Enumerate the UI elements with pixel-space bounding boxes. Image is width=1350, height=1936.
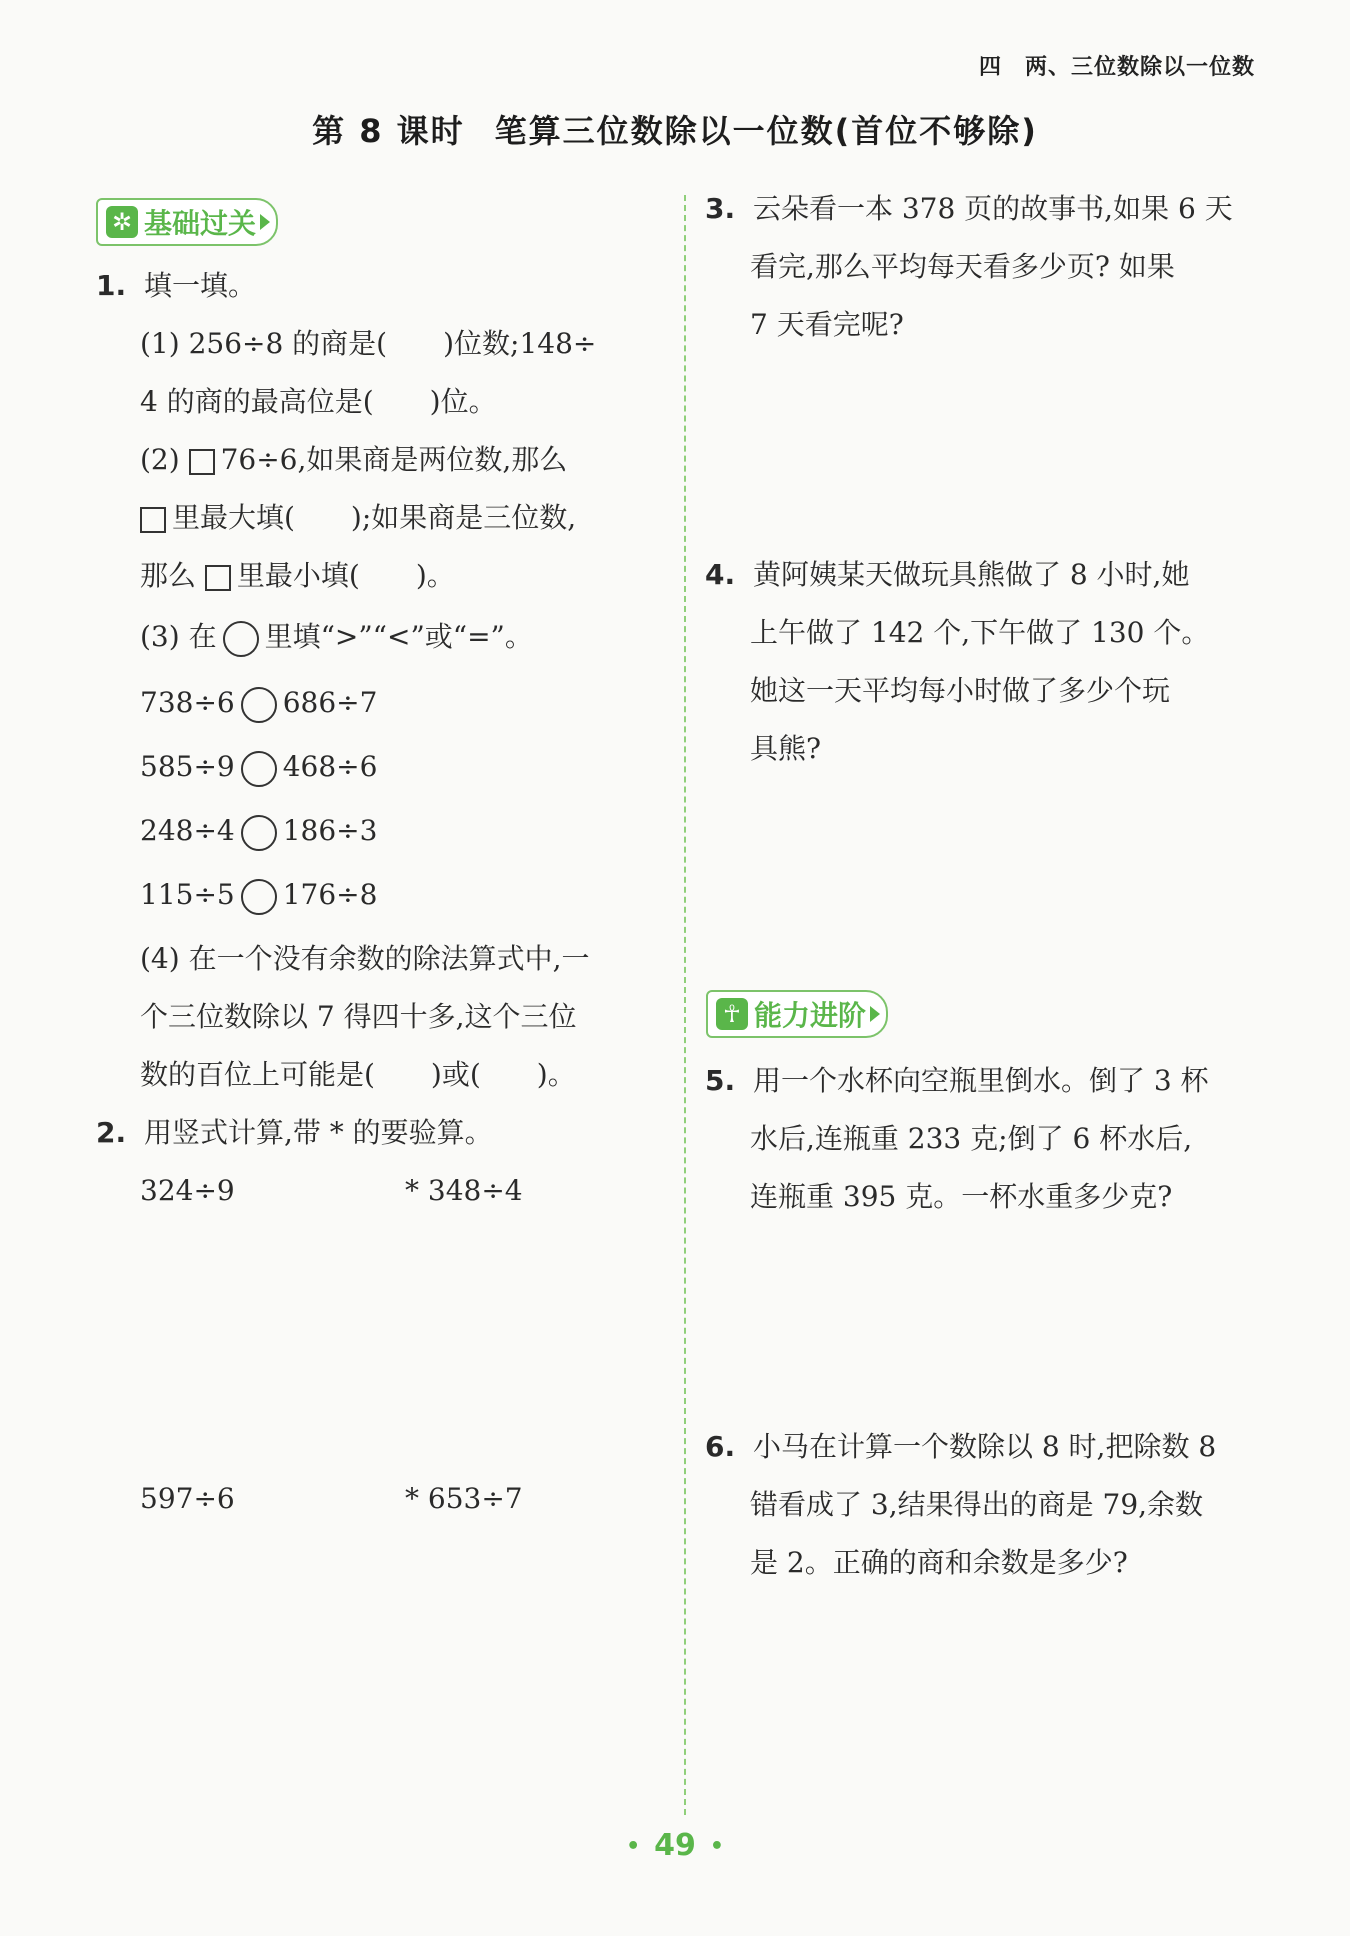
question-number: 6. xyxy=(705,1430,736,1463)
q1-part2-text: 76÷6,如果商是两位数,那么 xyxy=(220,443,568,476)
question-2-title xyxy=(96,1104,493,1162)
question-number: 1. xyxy=(96,269,127,302)
section-label-advanced: 能力进阶 xyxy=(754,999,867,1032)
compare-row xyxy=(140,802,377,860)
q1-part2-text: 那么 xyxy=(140,559,205,592)
compare-circle[interactable] xyxy=(241,879,277,915)
compare-right: 176÷8 xyxy=(282,878,378,911)
question-5-line2: 水后,连瓶重 233 克;倒了 6 杯水后, xyxy=(750,1122,1193,1155)
question-5-line1 xyxy=(705,1052,1209,1110)
bullet-dot: • xyxy=(626,1834,641,1859)
question-3-line3: 7 天看完呢? xyxy=(750,308,904,341)
question-number: 5. xyxy=(705,1064,736,1097)
calc-item: * 348÷4 xyxy=(405,1174,523,1207)
question-3-line2: 看完,那么平均每天看多少页? 如果 xyxy=(750,250,1175,283)
q1-part2-text: 里最大填( );如果商是三位数, xyxy=(172,501,577,534)
column-divider xyxy=(684,195,686,1815)
page-number-value: 49 xyxy=(654,1828,696,1863)
question-text: 用竖式计算,带 * 的要验算。 xyxy=(143,1116,493,1149)
lesson-title xyxy=(0,106,1350,152)
question-number: 2. xyxy=(96,1116,127,1149)
arrow-right-icon xyxy=(260,214,270,230)
running-person-icon: ☥ xyxy=(716,998,748,1030)
question-6-line2: 错看成了 3,结果得出的商是 79,余数 xyxy=(750,1488,1204,1521)
lesson-number: 第 8 课时 xyxy=(312,112,465,150)
question-4-line3: 她这一天平均每小时做了多少个玩 xyxy=(750,674,1171,707)
blank-square[interactable] xyxy=(205,565,231,591)
q1-part3-line1 xyxy=(140,608,533,666)
calc-item: 597÷6 xyxy=(140,1482,235,1515)
question-4-line2: 上午做了 142 个,下午做了 130 个。 xyxy=(750,616,1210,649)
page-number xyxy=(0,1828,1350,1863)
blank-circle xyxy=(223,621,259,657)
section-label-basic: 基础过关 xyxy=(144,207,257,240)
chapter-header: 四 两、三位数除以一位数 xyxy=(978,55,1255,80)
question-5-line3: 连瓶重 395 克。一杯水重多少克? xyxy=(750,1180,1173,1213)
question-number: 4. xyxy=(705,558,736,591)
compare-right: 186÷3 xyxy=(282,814,378,847)
q1-part1-line2: 4 的商的最高位是( )位。 xyxy=(140,385,497,418)
q1-part1-line1: (1) 256÷8 的商是( )位数;148÷ xyxy=(140,327,597,360)
question-text: 黄阿姨某天做玩具熊做了 8 小时,她 xyxy=(752,558,1190,591)
question-4-line4: 具熊? xyxy=(750,732,822,765)
compare-left: 115÷5 xyxy=(140,878,235,911)
compare-right: 468÷6 xyxy=(282,750,378,783)
question-6-line1 xyxy=(705,1418,1216,1476)
compare-circle[interactable] xyxy=(241,751,277,787)
arrow-right-icon xyxy=(870,1006,880,1022)
question-text: 用一个水杯向空瓶里倒水。倒了 3 杯 xyxy=(752,1064,1209,1097)
calc-item: 324÷9 xyxy=(140,1174,235,1207)
q1-part3-text: 里填“>”“<”或“=”。 xyxy=(264,620,533,653)
compare-right: 686÷7 xyxy=(282,686,378,719)
q1-part2-text: 里最小填( )。 xyxy=(236,559,455,592)
question-number: 3. xyxy=(705,192,736,225)
q1-part4-line3: 数的百位上可能是( )或( )。 xyxy=(140,1058,576,1091)
q1-part2-label: (2) xyxy=(140,443,189,476)
q1-part2-line3 xyxy=(140,547,455,605)
compare-left: 248÷4 xyxy=(140,814,235,847)
question-3-line1 xyxy=(705,180,1233,238)
blank-square[interactable] xyxy=(189,449,215,475)
compare-row xyxy=(140,738,377,796)
compare-left: 738÷6 xyxy=(140,686,235,719)
compare-row xyxy=(140,866,377,924)
compare-row xyxy=(140,674,377,732)
gear-icon: ✲ xyxy=(106,206,138,238)
q1-part4-line1: (4) 在一个没有余数的除法算式中,一 xyxy=(140,942,590,975)
section-badge-advanced xyxy=(706,990,888,1038)
q1-part2-line1 xyxy=(140,431,567,489)
question-text: 填一填。 xyxy=(143,269,256,302)
q1-part4-line2: 个三位数除以 7 得四十多,这个三位 xyxy=(140,1000,577,1033)
calc-item: * 653÷7 xyxy=(405,1482,523,1515)
question-1-title xyxy=(96,257,256,315)
compare-circle[interactable] xyxy=(241,687,277,723)
compare-circle[interactable] xyxy=(241,815,277,851)
question-4-line1 xyxy=(705,546,1189,604)
blank-square[interactable] xyxy=(140,507,166,533)
q1-part2-line2 xyxy=(140,489,576,547)
question-6-line3: 是 2。正确的商和余数是多少? xyxy=(750,1546,1128,1579)
question-text: 云朵看一本 378 页的故事书,如果 6 天 xyxy=(752,192,1233,225)
question-text: 小马在计算一个数除以 8 时,把除数 8 xyxy=(752,1430,1217,1463)
bullet-dot: • xyxy=(709,1834,724,1859)
section-badge-basic xyxy=(96,198,278,246)
q1-part3-text: (3) 在 xyxy=(140,620,217,653)
compare-left: 585÷9 xyxy=(140,750,235,783)
lesson-topic: 笔算三位数除以一位数(首位不够除) xyxy=(494,112,1038,150)
